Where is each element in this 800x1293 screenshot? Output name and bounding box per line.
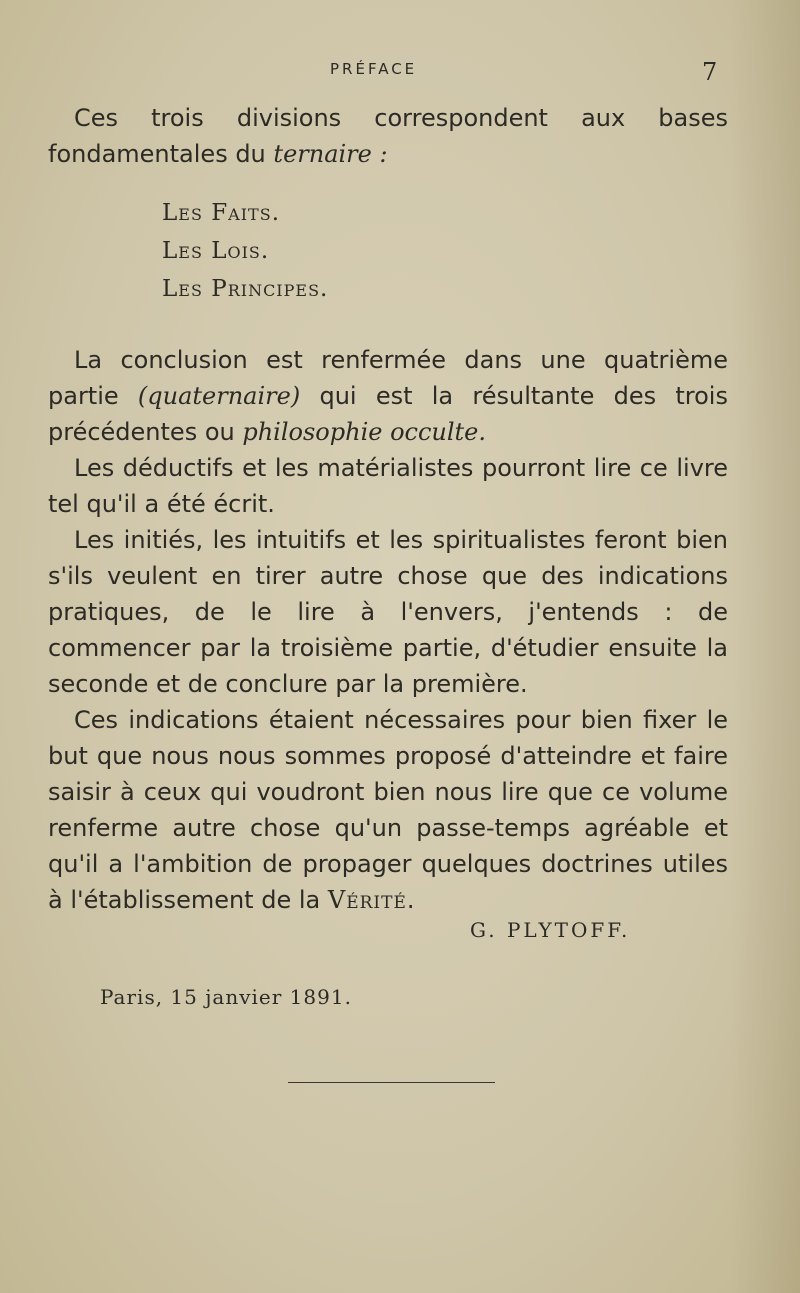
deductifs-paragraph: Les déductifs et les matérialistes pourront lire ce livre tel qu'il a été écrit. — [48, 454, 728, 518]
page-edge-shadow — [730, 0, 800, 1293]
intro-paragraph — [48, 100, 728, 172]
intro-text: Ces trois divisions correspondent aux bases fondamentales du — [48, 104, 728, 168]
final-period: . — [406, 886, 415, 914]
author-signature: G. PLYTOFF. — [470, 918, 631, 942]
body-text — [48, 100, 728, 918]
conclusion-paragraph — [48, 342, 728, 450]
conclusion-text-1: La conclusion est renfermée dans une quatrième partie — [48, 346, 728, 410]
division-item: Les Lois. — [162, 238, 270, 264]
verite-small-caps: Vérité — [327, 886, 407, 914]
end-rule — [288, 1082, 495, 1083]
inities-paragraph: Les initiés, les intuitifs et les spiritualistes feront bien s'ils veulent en tirer autre chose que des indications pratiques, de le lire à l'envers, j'entends : de commencer par la troisième partie, d'étudier ensuite la seconde et de conclure par la première. — [48, 526, 728, 698]
running-title: PRÉFACE — [330, 60, 418, 78]
page-number: 7 — [702, 58, 718, 86]
conclusion-text-2: qui est la résultante des trois précédentes ou — [48, 382, 728, 446]
final-paragraph — [48, 702, 728, 918]
running-header — [0, 58, 800, 88]
conclusion-emphasis-2: philosophie occulte. — [242, 418, 487, 446]
division-item: Les Principes. — [162, 276, 329, 302]
conclusion-emphasis-1: (quaternaire) — [137, 382, 301, 410]
dateline: Paris, 15 janvier 1891. — [100, 985, 352, 1009]
final-text: Ces indications étaient nécessaires pour bien fixer le but que nous nous sommes proposé d'atteindre et faire saisir à ceux qui voudront bien nous lire que ce volume renferme autre chose qu'un passe-temps agréable et qu'il a l'ambition de propager quelques doctrines utiles à l'établissement de la — [48, 706, 728, 914]
division-item: Les Faits. — [162, 200, 281, 226]
intro-emphasis: ternaire : — [273, 140, 388, 168]
divisions-list — [162, 194, 728, 308]
